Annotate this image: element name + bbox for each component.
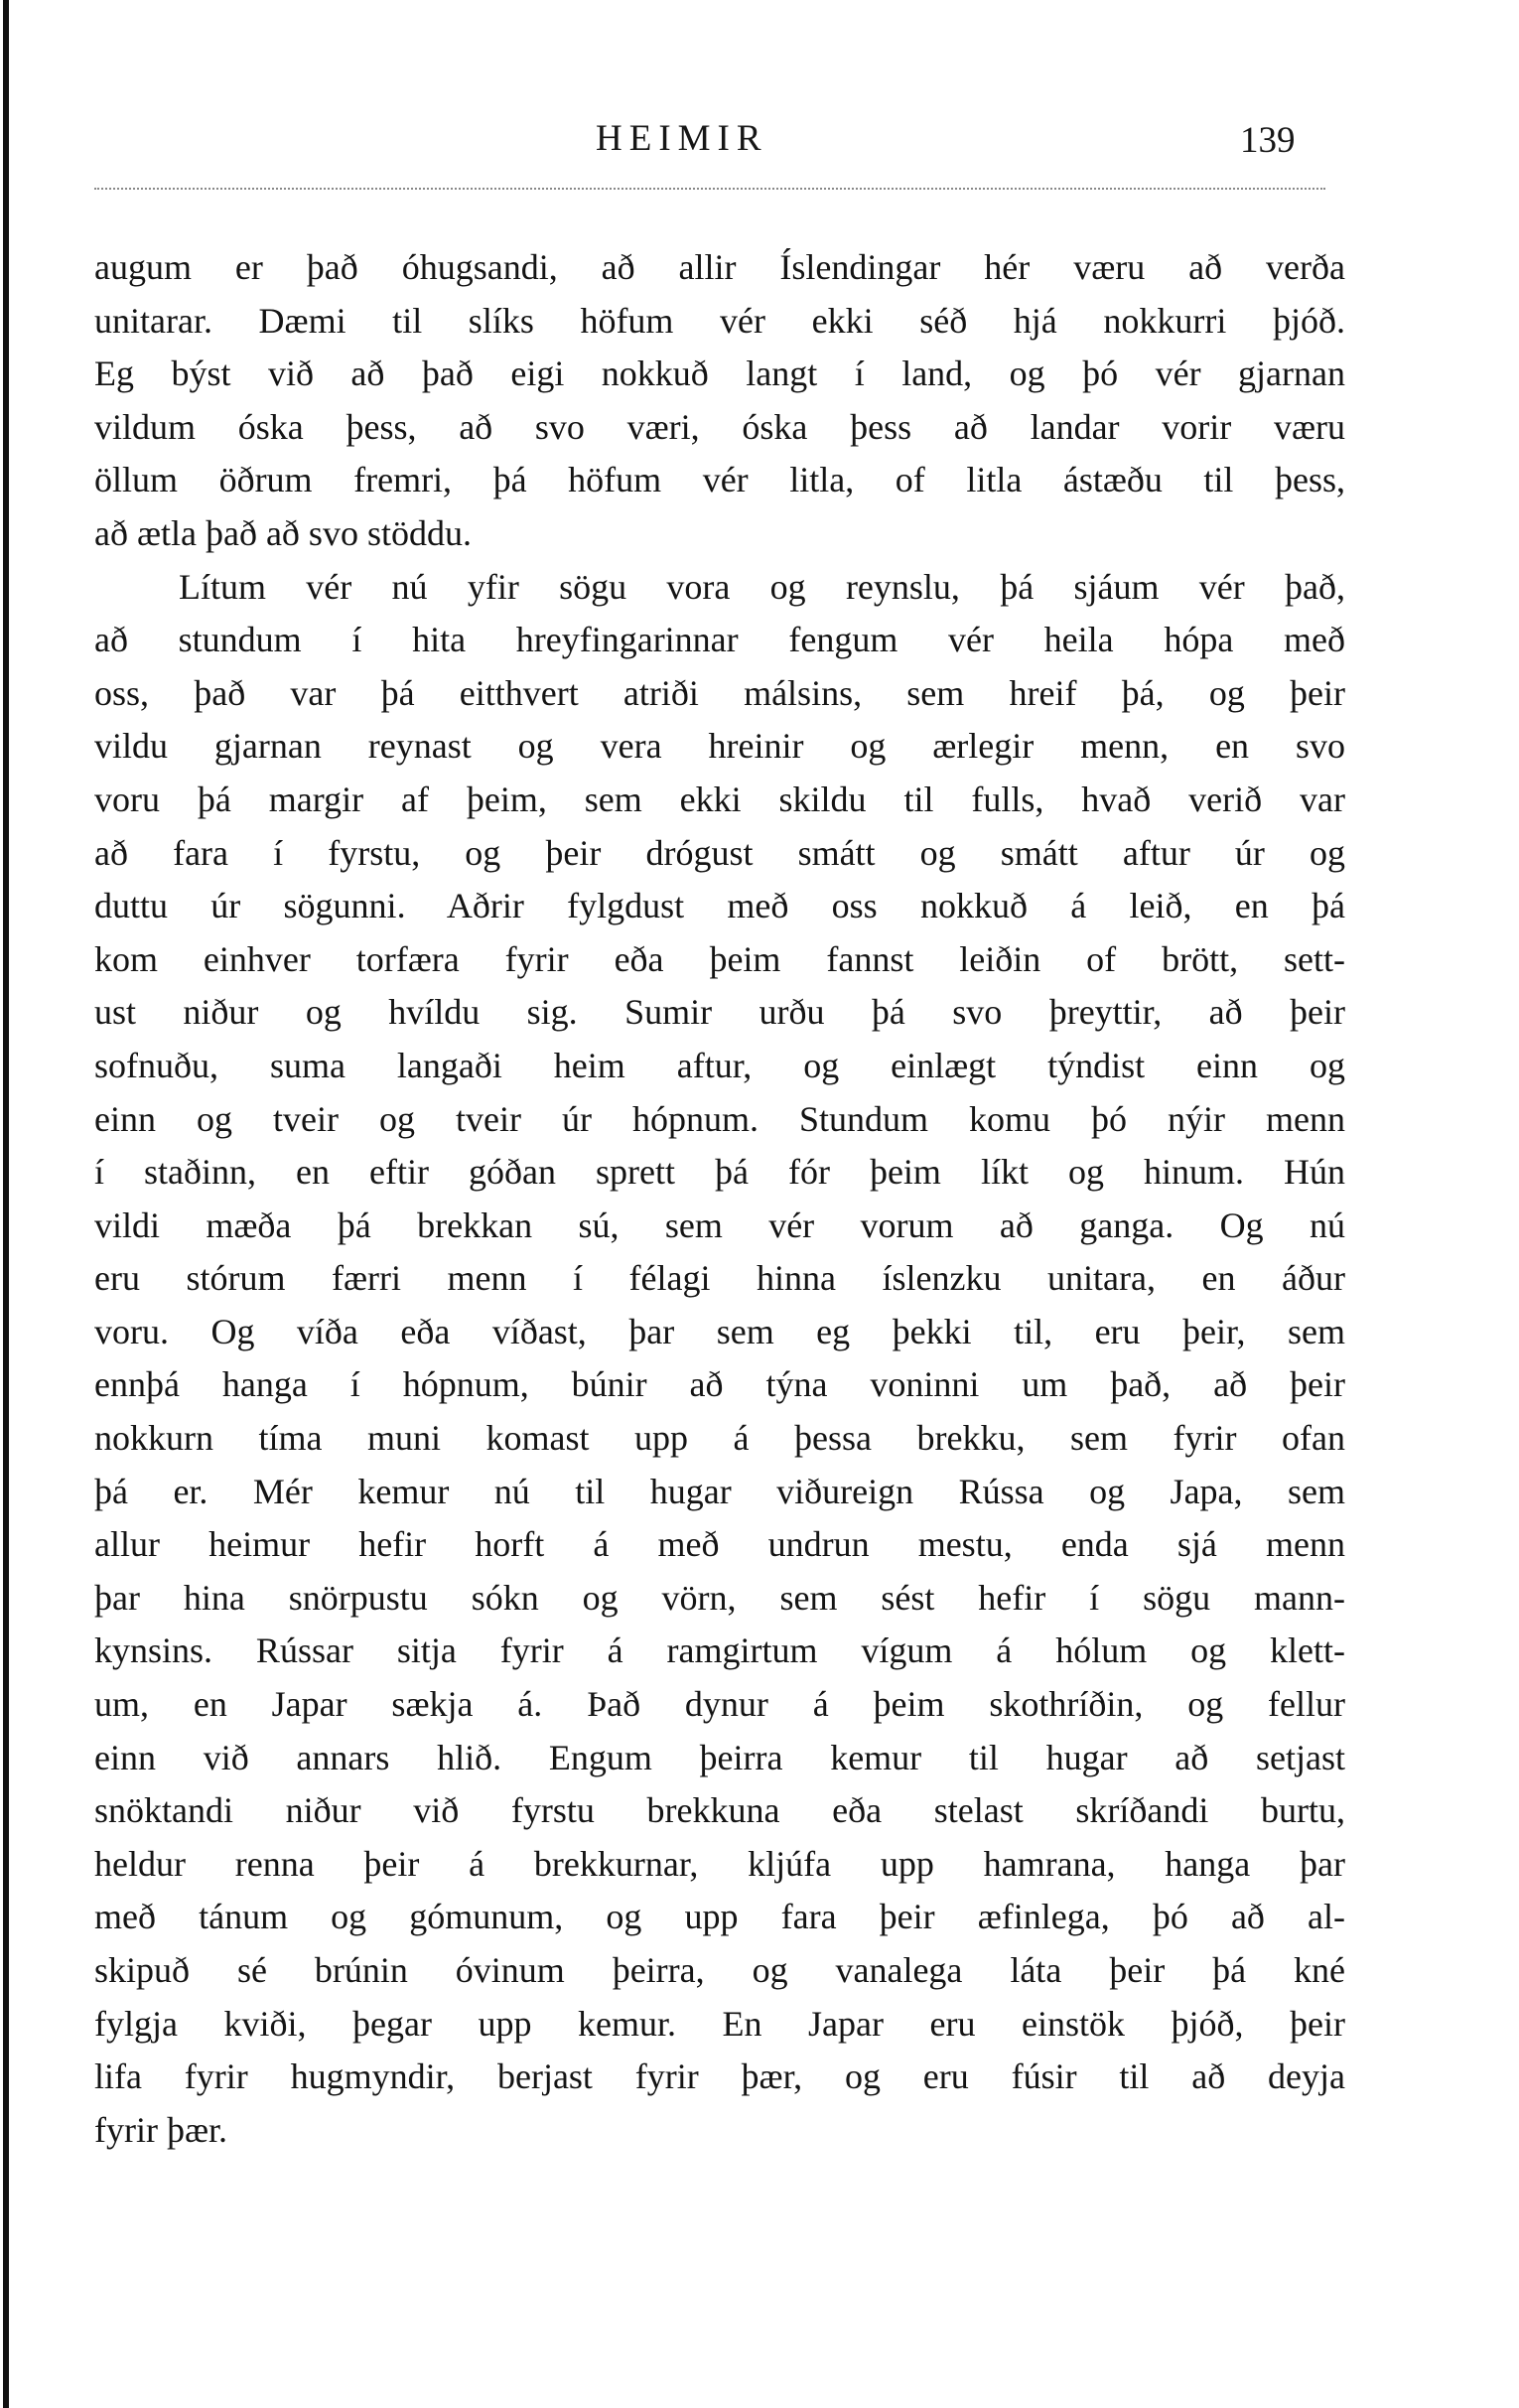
text-line: ust niður og hvíldu sig. Sumir urðu þá svo þreyttir, að þeir (94, 992, 1345, 1033)
text-line: Eg býst við að það eigi nokkuð langt í land, og þó vér gjarnan (94, 354, 1345, 394)
body-text (94, 241, 1345, 2157)
text-line: fyrir þær. (94, 2109, 227, 2150)
text-line: að fara í fyrstu, og þeir drógust smátt og smátt aftur úr og (94, 832, 1345, 873)
text-line: öllum öðrum fremri, þá höfum vér litla, of litla ástæðu til þess, (94, 460, 1345, 500)
text-line: skipuð sé brúnin óvinum þeirra, og vanalega láta þeir þá kné (94, 1950, 1345, 1990)
text-line: þá er. Mér kemur nú til hugar viðureign Rússa og Japa, sem (94, 1471, 1345, 1511)
text-line: ennþá hanga í hópnum, búnir að týna voninni um það, að þeir (94, 1364, 1345, 1405)
text-line: lifa fyrir hugmyndir, berjast fyrir þær, og eru fúsir til að deyja (94, 2056, 1345, 2097)
binding-edge-line (3, 0, 9, 2408)
text-line: heldur renna þeir á brekkurnar, kljúfa upp hamrana, hanga þar (94, 1843, 1345, 1884)
text-line: fylgja kviði, þegar upp kemur. En Japar eru einstök þjóð, þeir (94, 2003, 1345, 2044)
page-number: 139 (1240, 120, 1296, 161)
text-line: snöktandi niður við fyrstu brekkuna eða stelast skríðandi burtu, (94, 1790, 1345, 1831)
text-line: oss, það var þá eitthvert atriði málsins, sem hreif þá, og þeir (94, 672, 1345, 713)
text-line: sofnuðu, suma langaði heim aftur, og einlægt týndist einn og (94, 1045, 1345, 1085)
paragraph-first-line: Lítum vér nú yfir sögu vora og reynslu, þá sjáum vér það, (179, 566, 1345, 607)
text-line: vildi mæða þá brekkan sú, sem vér vorum að ganga. Og nú (94, 1204, 1345, 1245)
text-line: að ætla það að svo stöddu. (94, 512, 472, 553)
text-line: einn og tveir og tveir úr hópnum. Stundum komu þó nýir menn (94, 1098, 1345, 1139)
text-line: voru. Og víða eða víðast, þar sem eg þekki til, eru þeir, sem (94, 1311, 1345, 1351)
text-line: þar hina snörpustu sókn og vörn, sem sést hefir í sögu mann- (94, 1577, 1345, 1618)
text-line: vildu gjarnan reynast og vera hreinir og ærlegir menn, en svo (94, 726, 1345, 767)
text-line: unitarar. Dæmi til slíks höfum vér ekki séð hjá nokkurri þjóð. (94, 300, 1345, 341)
header-rule (94, 188, 1325, 190)
text-line: í staðinn, en eftir góðan sprett þá fór þeim líkt og hinum. Hún (94, 1152, 1345, 1193)
text-line: með tánum og gómunum, og upp fara þeir æfinlega, þó að al- (94, 1897, 1345, 1937)
text-line: einn við annars hlið. Engum þeirra kemur til hugar að setjast (94, 1737, 1345, 1777)
text-line: kom einhver torfæra fyrir eða þeim fannst leiðin of brött, sett- (94, 938, 1345, 979)
text-line: augum er það óhugsandi, að allir Íslendingar hér væru að verða (94, 247, 1345, 287)
text-line: allur heimur hefir horft á með undrun mestu, enda sjá menn (94, 1524, 1345, 1565)
text-line: að stundum í hita hreyfingarinnar fengum vér heila hópa með (94, 620, 1345, 660)
text-line: kynsins. Rússar sitja fyrir á ramgirtum vígum á hólum og klett- (94, 1630, 1345, 1671)
text-line: duttu úr sögunni. Aðrir fylgdust með oss nokkuð á leið, en þá (94, 886, 1345, 926)
text-line: voru þá margir af þeim, sem ekki skildu til fulls, hvað verið var (94, 779, 1345, 819)
text-line: nokkurn tíma muni komast upp á þessa brekku, sem fyrir ofan (94, 1418, 1345, 1459)
text-line: eru stórum færri menn í félagi hinna íslenzku unitara, en áður (94, 1258, 1345, 1299)
text-line: vildum óska þess, að svo væri, óska þess að landar vorir væru (94, 406, 1345, 447)
text-line: um, en Japar sækja á. Það dynur á þeim skothríðin, og fellur (94, 1684, 1345, 1725)
running-title: HEIMIR (596, 118, 768, 159)
